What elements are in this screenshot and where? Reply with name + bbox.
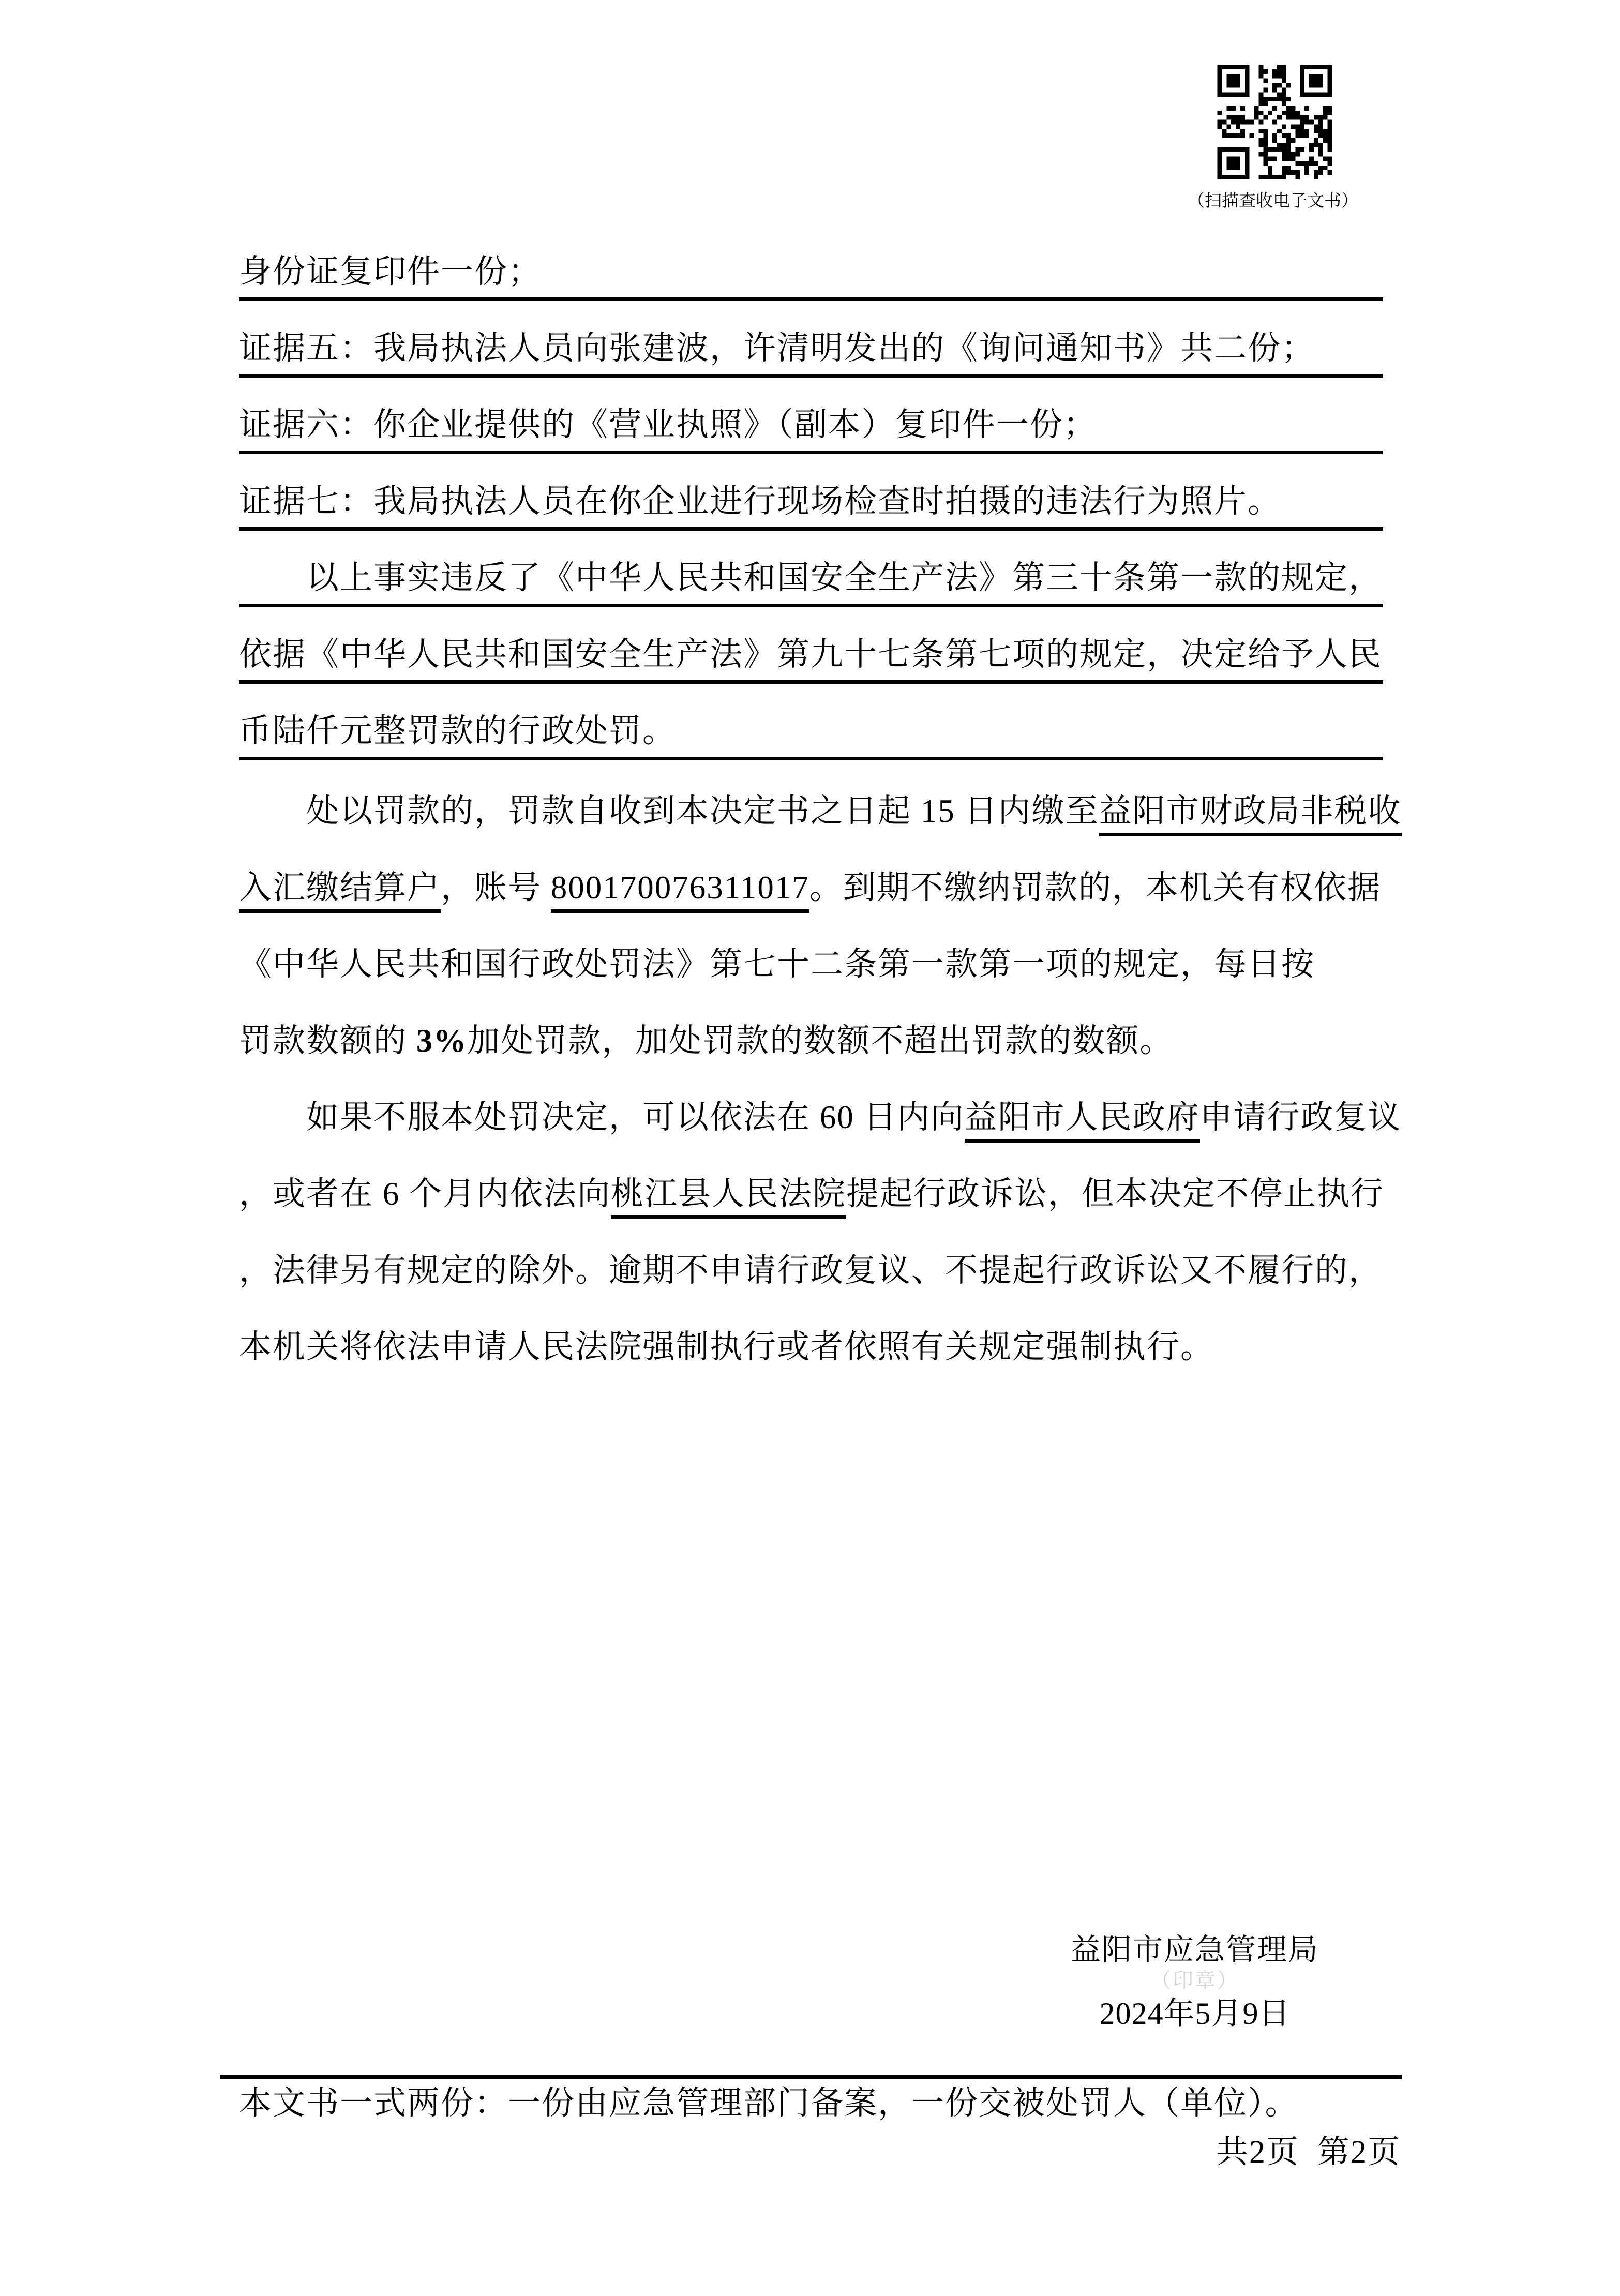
page-number: 共2页 第2页	[1216, 2135, 1401, 2170]
document-line	[239, 1067, 1402, 1143]
underlined-text-payee: 益阳市财政局非税收	[1099, 793, 1402, 836]
line-text	[306, 785, 1402, 832]
line-text: 证据七：我局执法人员在你企业进行现场检查时拍摄的违法行为照片。	[239, 483, 1281, 519]
footer-divider	[220, 2075, 1402, 2079]
document-line	[239, 454, 1383, 531]
qr-code	[1214, 65, 1336, 179]
underlined-text-court: 桃江县人民法院	[611, 1176, 846, 1219]
line-segment: 罚款数额的	[239, 1023, 416, 1059]
line-text	[239, 1167, 1384, 1214]
line-segment: ，账号	[441, 869, 551, 906]
bold-percentage: 3%	[416, 1023, 468, 1059]
document-line	[239, 684, 1383, 760]
document-line	[239, 378, 1383, 454]
line-text: 本机关将依法申请人民法院强制执行或者依照有关规定强制执行。	[239, 1329, 1214, 1365]
document-line	[239, 1143, 1383, 1220]
line-segment: 。到期不缴纳罚款的，本机关有权依据	[809, 869, 1381, 906]
line-segment: 提起行政诉讼，但本决定不停止执行	[846, 1176, 1384, 1212]
document-line	[239, 760, 1402, 837]
line-segment: 如果不服本处罚决定，可以依法在 60 日内向	[306, 1099, 965, 1135]
line-text: 证据五：我局执法人员向张建波，许清明发出的《询问通知书》共二份；	[239, 330, 1315, 366]
document-line	[239, 837, 1383, 913]
document-body	[239, 224, 1402, 1373]
document-line	[239, 301, 1383, 378]
qr-caption: （扫描查收电子文书）	[1188, 192, 1358, 211]
underlined-text-account-number: 800170076311017	[551, 869, 809, 913]
line-text: 证据六：你企业提供的《营业执照》（副本）复印件一份；	[239, 407, 1097, 443]
qr-code-pattern	[1214, 65, 1336, 179]
line-text	[306, 1091, 1402, 1138]
underlined-text-payee: 入汇缴结算户	[239, 869, 441, 913]
document-line	[239, 224, 1383, 301]
line-text: 《中华人民共和国行政处罚法》第七十二条第一款第一项的规定，每日按	[239, 946, 1315, 982]
line-text: 以上事实违反了《中华人民共和国安全生产法》第三十条第一款的规定，	[306, 560, 1382, 596]
document-line	[239, 531, 1383, 607]
document-line	[239, 913, 1383, 990]
signature-date: 2024年5月9日	[1099, 1997, 1291, 2031]
line-segment: 申请行政复议	[1199, 1099, 1402, 1135]
line-text: 依据《中华人民共和国安全生产法》第九十七条第七项的规定，决定给予人民	[239, 636, 1382, 672]
line-text: 身份证复印件一份；	[239, 253, 542, 290]
signature-authority: 益阳市应急管理局	[1070, 1933, 1319, 1967]
document-line	[239, 990, 1383, 1067]
line-text	[239, 861, 1381, 908]
document-line	[239, 1220, 1383, 1296]
underlined-text-review-authority: 益阳市人民政府	[965, 1099, 1200, 1143]
line-segment: 加处罚款，加处罚款的数额不超出罚款的数额。	[467, 1023, 1174, 1059]
line-segment: 处以罚款的，罚款自收到本决定书之日起 15 日内缴至	[306, 793, 1099, 829]
seal-placeholder-note: （印章）	[1150, 1969, 1239, 1992]
line-text: 币陆仟元整罚款的行政处罚。	[239, 713, 676, 749]
line-segment: ，或者在 6 个月内依法向	[239, 1176, 611, 1212]
document-line	[239, 1296, 1383, 1373]
line-text: ，法律另有规定的除外。逾期不申请行政复议、不提起行政诉讼又不履行的，	[239, 1252, 1382, 1288]
line-text	[239, 1014, 1173, 1061]
document-line	[239, 607, 1383, 684]
footer-note: 本文书一式两份：一份由应急管理部门备案，一份交被处罚人（单位）。	[239, 2085, 1299, 2121]
